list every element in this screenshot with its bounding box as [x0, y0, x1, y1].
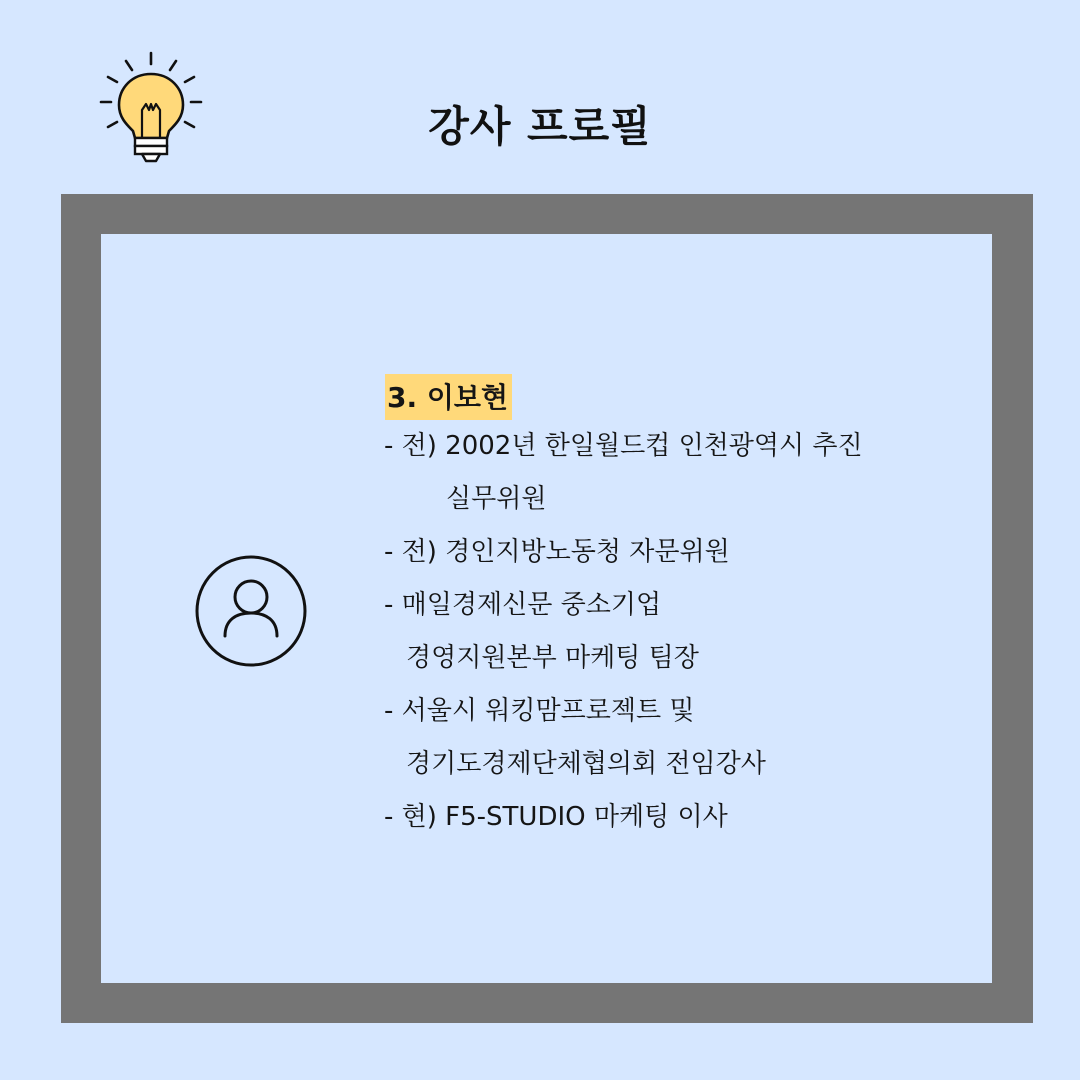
career-line: - 서울시 워킹맘프로젝트 및 [384, 696, 695, 726]
career-line: - 매일경제신문 중소기업 [384, 590, 662, 620]
profile-card [101, 234, 992, 983]
career-line: - 전) 2002년 한일월드컵 인천광역시 추진 [384, 431, 863, 461]
profile-details [384, 374, 944, 844]
career-line: 경영지원본부 마케팅 팀장 [406, 643, 699, 673]
career-line: - 현) F5-STUDIO 마케팅 이사 [384, 802, 728, 832]
career-line: 경기도경제단체협의회 전임강사 [406, 749, 766, 779]
profile-frame [61, 194, 1033, 1023]
page-title: 강사 프로필 [428, 102, 652, 151]
user-avatar-icon [194, 554, 308, 668]
instructor-name: 3. 이보현 [385, 374, 512, 420]
career-line: - 전) 경인지방노동청 자문위원 [384, 537, 730, 567]
career-line: 실무위원 [446, 484, 547, 514]
